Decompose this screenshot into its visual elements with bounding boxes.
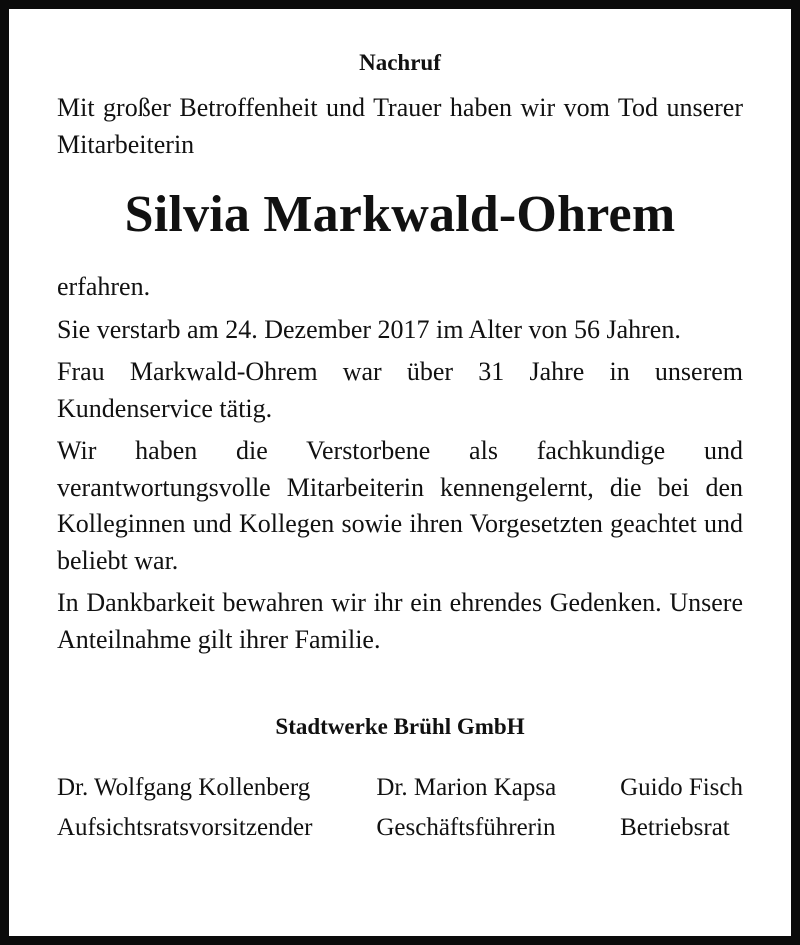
signer-role: Betriebsrat [620,814,730,841]
paragraph-tribute: Wir haben die Verstorbene als fachkundige und verantwortungsvolle Mitarbeiterin kennengelernt, die bei den Kolleginnen und Kollegen sowie ihren Vorgesetzten geachtet und beliebt war. [57,436,743,575]
signer-role: Aufsichtsratsvorsitzender [57,814,313,841]
signer-role: Geschäftsführerin [376,814,556,841]
signer-name: Guido Fisch [620,774,743,801]
deceased-name: Silvia Markwald-Ohrem [124,186,676,243]
signer-fisch [620,768,743,848]
paragraph-death-date: Sie verstarb am 24. Dezember 2017 im Alter von 56 Jahren. [57,314,681,344]
paragraph-condolences: In Dankbarkeit bewahren wir ihr ein ehrendes Gedenken. Unsere Anteilnahme gilt ihrer Familie. [57,588,743,654]
notice-heading: Nachruf [359,50,441,75]
signer-name: Dr. Marion Kapsa [376,774,557,801]
paragraph-erfahren: erfahren. [57,272,151,301]
signers-row [57,768,743,848]
company-name: Stadtwerke Brühl GmbH [275,714,525,739]
signer-kollenberg [57,768,312,848]
paragraph-service-years: Frau Markwald-Ohrem war über 31 Jahre in unserem Kundenservice tätig. [57,357,743,423]
intro-text: Mit großer Betroffenheit und Trauer haben wir vom Tod unserer Mitarbeiterin [57,93,743,159]
obituary-notice [57,40,743,848]
signer-name: Dr. Wolfgang Kollenberg [57,774,311,801]
signer-kapsa [376,768,556,848]
